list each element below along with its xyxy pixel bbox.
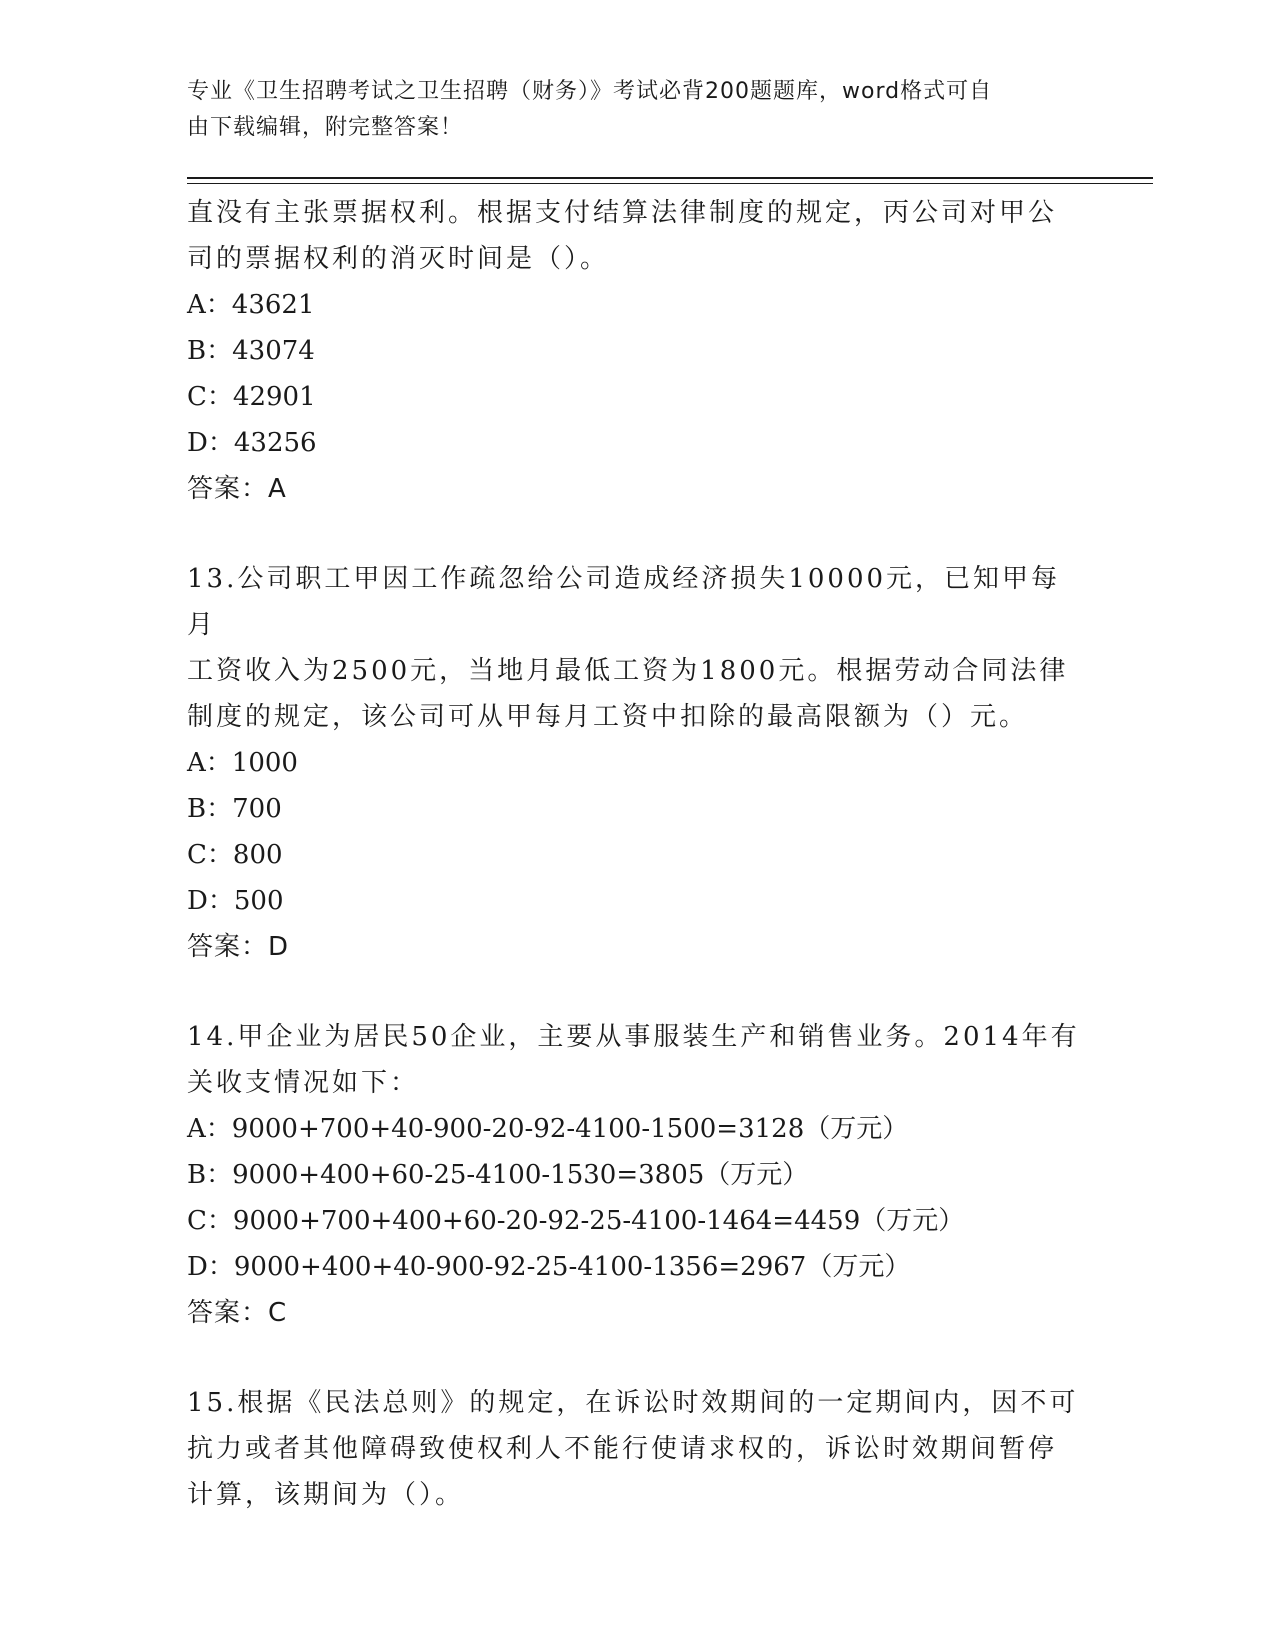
option-a: [187, 1106, 1087, 1152]
option-value: 9000+400+40-900-92-25-4100-1356=2967（万元）: [233, 1252, 911, 1282]
question-text-line: 制度的规定，该公司可从甲每月工资中扣除的最高限额为（）元。: [187, 702, 1029, 732]
option-c: [187, 832, 1087, 878]
option-d: [187, 1244, 1087, 1290]
answer-line: 答案：A: [187, 474, 287, 504]
header-rule-thick: [187, 177, 1153, 179]
option-label: D：: [187, 886, 234, 916]
question-text-line: 司的票据权利的消灭时间是（）。: [187, 244, 610, 274]
option-a: [187, 740, 1087, 786]
question-text-line: 计算，该期间为（）。: [187, 1480, 465, 1510]
option-label: B：: [187, 1160, 233, 1190]
option-label: C：: [187, 382, 233, 412]
option-b: [187, 786, 1087, 832]
question-block: [187, 190, 1087, 512]
question-text-line: 14.甲企业为居民50企业，主要从事服装生产和销售业务。2014年有: [187, 1022, 1080, 1052]
option-value: 9000+700+400+60-20-92-25-4100-1464=4459（万元）: [232, 1206, 965, 1236]
option-label: D：: [187, 428, 234, 458]
option-label: A：: [187, 748, 232, 778]
option-value: 9000+400+60-25-4100-1530=3805（万元）: [232, 1160, 809, 1190]
option-value: 43621: [231, 290, 315, 320]
option-value: 9000+700+40-900-20-92-4100-1500=3128（万元）: [231, 1114, 909, 1144]
option-label: D：: [187, 1252, 234, 1282]
option-d: [187, 878, 1087, 924]
option-value: 800: [232, 840, 283, 870]
option-c: [187, 1198, 1087, 1244]
answer-line: 答案：C: [187, 1298, 288, 1328]
option-c: [187, 374, 1087, 420]
page-header: [187, 74, 1067, 146]
question-block: [187, 1380, 1087, 1518]
option-label: C：: [187, 840, 233, 870]
question-block: [187, 556, 1087, 970]
option-label: B：: [187, 336, 233, 366]
option-label: C：: [187, 1206, 233, 1236]
question-text-line: 工资收入为2500元，当地月最低工资为1800元。根据劳动合同法律: [187, 656, 1069, 686]
question-list: [187, 190, 1087, 1562]
header-line-1: 专业《卫生招聘考试之卫生招聘（财务）》考试必背200题题库，word格式可自: [187, 79, 993, 104]
option-value: 43074: [232, 336, 315, 366]
option-a: [187, 282, 1087, 328]
option-value: 700: [232, 794, 282, 824]
option-value: 1000: [231, 748, 298, 778]
answer-line: 答案：D: [187, 932, 290, 962]
option-b: [187, 328, 1087, 374]
option-value: 500: [233, 886, 284, 916]
option-value: 42901: [232, 382, 316, 412]
question-text-line: 直没有主张票据权利。根据支付结算法律制度的规定，丙公司对甲公: [187, 198, 1058, 228]
option-d: [187, 420, 1087, 466]
option-value: 43256: [233, 428, 317, 458]
question-block: [187, 1014, 1087, 1336]
question-text-line: 关收支情况如下：: [187, 1068, 420, 1098]
option-b: [187, 1152, 1087, 1198]
question-text-line: 抗力或者其他障碍致使权利人不能行使请求权的，诉讼时效期间暂停: [187, 1434, 1058, 1464]
option-label: A：: [187, 1114, 232, 1144]
header-rule-thin: [187, 183, 1153, 184]
question-text-line: 13.公司职工甲因工作疏忽给公司造成经济损失10000元，已知甲每月: [187, 564, 1061, 640]
option-label: A：: [187, 290, 232, 320]
question-text-line: 15.根据《民法总则》的规定，在诉讼时效期间的一定期间内，因不可: [187, 1388, 1079, 1418]
option-label: B：: [187, 794, 233, 824]
header-line-2: 由下载编辑，附完整答案！: [187, 115, 464, 140]
